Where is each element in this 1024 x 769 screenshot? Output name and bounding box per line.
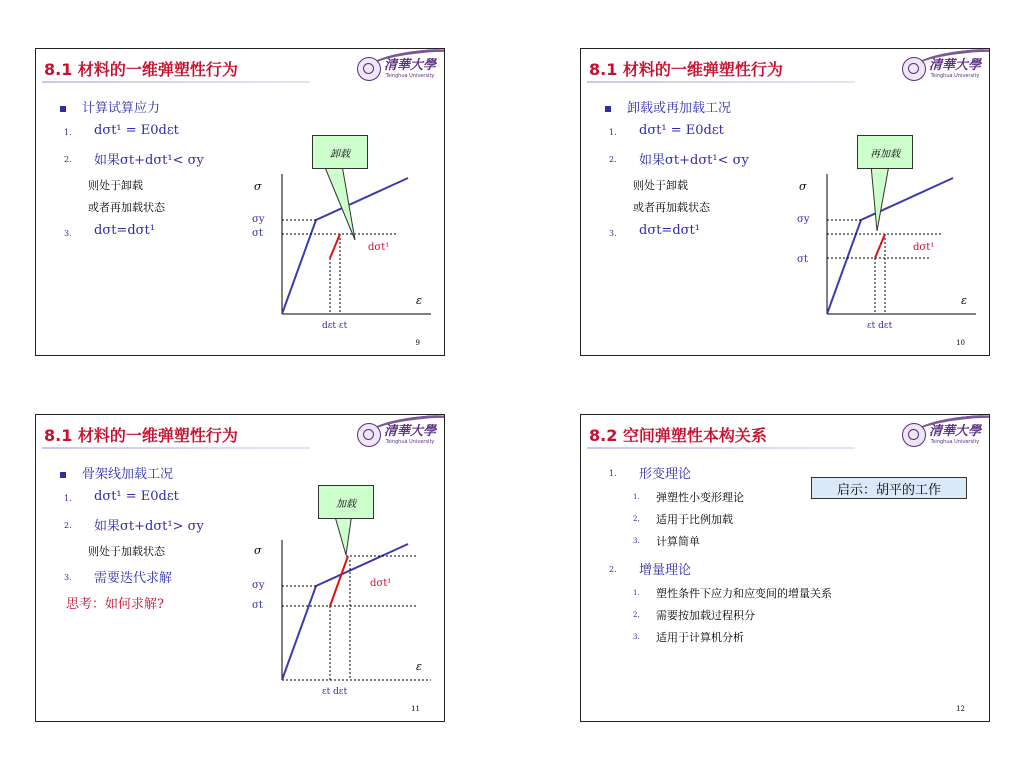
slide-title: 8.2 空间弹塑性本构关系 (589, 426, 767, 445)
tsinghua-seal-icon (357, 423, 381, 447)
title-underline (587, 447, 855, 449)
item-number: 1. (633, 493, 640, 501)
logo-text: 清華大學 (383, 424, 436, 439)
slide-10 (580, 48, 990, 356)
svg-text:dσt¹: dσt¹ (913, 242, 935, 253)
svg-text:σ: σ (254, 544, 262, 557)
item-text: dσt¹ = E0dεt (639, 123, 724, 138)
tsinghua-logo (902, 421, 981, 449)
item-number: 3. (64, 229, 72, 238)
item-number: 1. (633, 589, 640, 597)
logo-text: 清華大學 (928, 424, 981, 439)
item-text: dσt=dσt¹ (639, 223, 700, 238)
logo-text: 清華大學 (928, 58, 981, 73)
heading: 计算试算应力 (60, 97, 160, 116)
item-text: 或者再加载状态 (633, 201, 710, 214)
tsinghua-logo (357, 55, 436, 83)
svg-text:dσt¹: dσt¹ (368, 242, 390, 253)
logo-subtext: Tsinghua University (930, 73, 980, 79)
item-text: 适用于计算机分析 (656, 631, 744, 644)
title-underline (587, 81, 855, 83)
svg-text:dσt¹: dσt¹ (370, 578, 392, 589)
tsinghua-seal-icon (902, 57, 926, 81)
svg-text:εt dεt: εt dεt (322, 687, 348, 697)
callout-label: 卸载 (312, 135, 368, 169)
item-text: 需要迭代求解 (94, 571, 173, 586)
svg-text:ε: ε (961, 294, 967, 307)
item-text: 如果σt+dσt¹< σy (639, 153, 749, 168)
item-text: 适用于比例加载 (656, 513, 733, 526)
item-text: 弹塑性小变形理论 (656, 491, 744, 504)
slide-9 (35, 48, 445, 356)
item-text: 计算简单 (656, 535, 700, 548)
svg-text:σy: σy (797, 214, 810, 225)
section-heading: 形变理论 (639, 467, 692, 482)
svg-text:εt dεt: εt dεt (867, 321, 893, 331)
slide-title: 8.1 材料的一维弹塑性行为 (44, 60, 238, 79)
logo-subtext: Tsinghua University (385, 439, 435, 445)
slide-12 (580, 414, 990, 722)
item-number: 2. (609, 155, 617, 164)
item-text: 则处于卸载 (88, 179, 143, 192)
heading: 卸载或再加载工况 (605, 97, 731, 116)
square-bullet-icon (60, 106, 66, 112)
item-text: dσt¹ = E0dεt (94, 489, 179, 504)
slide-11 (35, 414, 445, 722)
item-text: 或者再加载状态 (88, 201, 165, 214)
page-number: 12 (956, 705, 965, 713)
logo-subtext: Tsinghua University (385, 73, 435, 79)
item-text: 如果σt+dσt¹< σy (94, 153, 204, 168)
item-text: 则处于卸载 (633, 179, 688, 192)
title-underline (42, 447, 310, 449)
item-text: 塑性条件下应力和应变间的增量关系 (656, 587, 832, 600)
square-bullet-icon (605, 106, 611, 112)
svg-text:σt: σt (252, 600, 263, 611)
think-question: 思考：如何求解? (66, 597, 164, 612)
item-text: dσt¹ = E0dεt (94, 123, 179, 138)
svg-text:dεt εt: dεt εt (322, 321, 348, 331)
tsinghua-logo (357, 421, 436, 449)
slide-title: 8.1 材料的一维弹塑性行为 (44, 426, 238, 445)
heading: 骨架线加载工况 (60, 463, 173, 482)
section-number: 1. (609, 469, 617, 478)
item-number: 2. (633, 611, 640, 619)
item-text: 如果σt+dσt¹> σy (94, 519, 204, 534)
item-number: 3. (633, 537, 640, 545)
title-underline (42, 81, 310, 83)
svg-text:σy: σy (252, 214, 265, 225)
tsinghua-seal-icon (357, 57, 381, 81)
page-number: 9 (415, 339, 420, 347)
hint-box: 启示：胡平的工作 (811, 477, 967, 499)
slide-title: 8.1 材料的一维弹塑性行为 (589, 60, 783, 79)
item-text: 则处于加载状态 (88, 545, 165, 558)
section-heading: 增量理论 (639, 563, 692, 578)
tsinghua-logo (902, 55, 981, 83)
item-number: 1. (609, 128, 617, 137)
tsinghua-seal-icon (902, 423, 926, 447)
square-bullet-icon (60, 472, 66, 478)
page-number: 11 (411, 705, 420, 713)
logo-subtext: Tsinghua University (930, 439, 980, 445)
svg-text:σy: σy (252, 580, 265, 591)
svg-text:σ: σ (799, 180, 807, 193)
item-text: 需要按加载过程积分 (656, 609, 755, 622)
item-number: 3. (64, 573, 72, 582)
svg-text:σt: σt (252, 228, 263, 239)
item-number: 2. (64, 521, 72, 530)
logo-text: 清華大學 (383, 58, 436, 73)
item-number: 1. (64, 128, 72, 137)
svg-text:ε: ε (416, 294, 422, 307)
item-text: dσt=dσt¹ (94, 223, 155, 238)
item-number: 1. (64, 494, 72, 503)
item-number: 2. (64, 155, 72, 164)
callout-label: 再加载 (857, 135, 913, 169)
svg-text:σ: σ (254, 180, 262, 193)
callout-label: 加载 (318, 485, 374, 519)
svg-text:ε: ε (416, 660, 422, 673)
page-number: 10 (956, 339, 965, 347)
svg-text:σt: σt (797, 254, 808, 265)
item-number: 2. (633, 515, 640, 523)
item-number: 3. (609, 229, 617, 238)
section-number: 2. (609, 565, 617, 574)
item-number: 3. (633, 633, 640, 641)
